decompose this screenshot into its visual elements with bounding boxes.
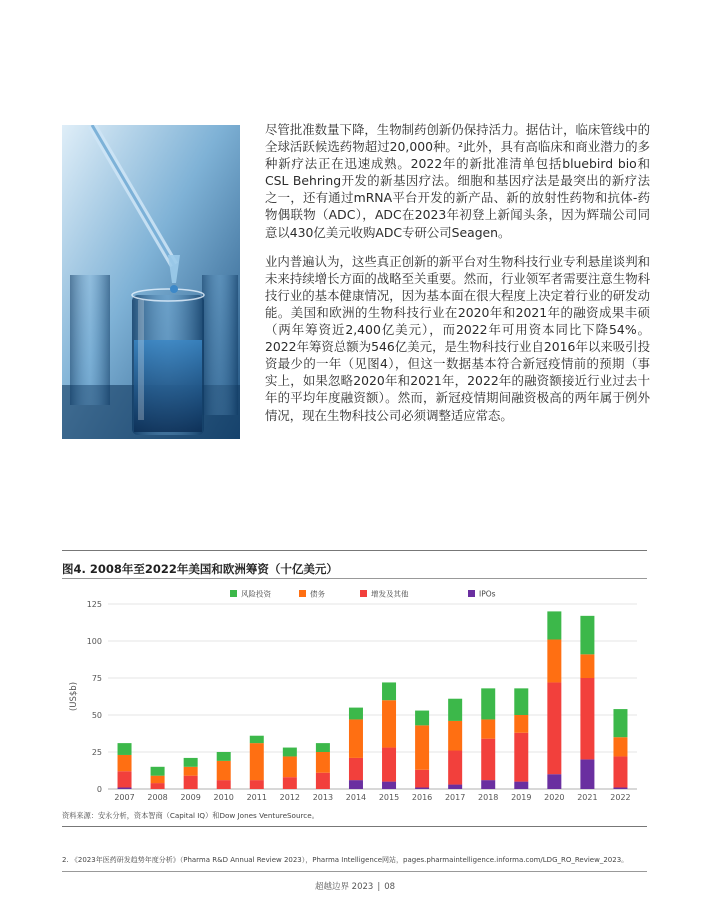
bar-segment xyxy=(481,719,495,738)
y-tick-label: 125 xyxy=(86,600,102,609)
bar-segment xyxy=(481,739,495,780)
bar-segment xyxy=(349,708,363,720)
bar-segment xyxy=(613,788,627,789)
bar-segment xyxy=(547,682,561,774)
bar-segment xyxy=(514,733,528,782)
bar-segment xyxy=(448,699,462,721)
bar-segment xyxy=(415,725,429,769)
y-axis-label: (US$b) xyxy=(69,681,79,712)
bar-segment xyxy=(448,751,462,785)
x-tick-label: 2012 xyxy=(279,793,301,802)
x-tick-label: 2009 xyxy=(180,793,201,802)
bar-segment xyxy=(448,721,462,751)
bar-segment xyxy=(217,752,231,761)
bar-segment xyxy=(217,761,231,780)
legend-label: 增发及其他 xyxy=(371,589,409,599)
bar-segment xyxy=(514,715,528,733)
bar-segment xyxy=(580,616,594,654)
figure-title: 图4. 2008年至2022年美国和欧洲筹资（十亿美元） xyxy=(62,562,338,576)
bar-segment xyxy=(118,788,132,789)
bar-segment xyxy=(547,774,561,789)
bar-segment xyxy=(217,780,231,789)
bar-segment xyxy=(184,767,198,776)
bar-segment xyxy=(184,776,198,789)
bar-segment xyxy=(514,782,528,789)
bar-segment xyxy=(349,719,363,757)
bar-segment xyxy=(415,788,429,789)
footer-separator: | xyxy=(377,882,381,892)
bar-segment xyxy=(118,771,132,787)
bar-segment xyxy=(316,752,330,773)
bar-segment xyxy=(151,767,165,776)
funding-bar-chart xyxy=(62,582,647,804)
x-tick-label: 2018 xyxy=(478,793,499,802)
footer-title: 超越边界 2023 xyxy=(314,882,374,892)
bar-segment xyxy=(349,780,363,789)
figure-bottom-rule xyxy=(62,826,647,827)
legend-label: 风险投资 xyxy=(241,589,271,599)
legend-swatch xyxy=(360,590,367,597)
legend-swatch xyxy=(230,590,237,597)
x-tick-label: 2008 xyxy=(147,793,168,802)
bar-segment xyxy=(283,777,297,789)
x-tick-label: 2020 xyxy=(544,793,565,802)
bar-segment xyxy=(415,711,429,726)
legend-swatch xyxy=(468,590,475,597)
x-tick-label: 2021 xyxy=(577,793,598,802)
bar-segment xyxy=(283,748,297,757)
bar-segment xyxy=(283,756,297,777)
x-tick-label: 2022 xyxy=(610,793,631,802)
bar-segment xyxy=(316,743,330,752)
bar-segment xyxy=(481,688,495,719)
y-tick-label: 25 xyxy=(91,748,102,757)
lab-glassware-photo xyxy=(62,125,240,439)
bar-segment xyxy=(250,736,264,743)
bar-segment xyxy=(382,700,396,747)
bar-segment xyxy=(316,773,330,789)
bar-segment xyxy=(580,654,594,678)
footnote: 2. 《2023年医药研发趋势年度分析》（Pharma R&D Annual Review 2023），Pharma Intelligence网站，pages.pharmaintelligence.informa.com/LDG_RO_Review_2023。 xyxy=(62,856,629,864)
bar-segment xyxy=(613,756,627,787)
bar-segment xyxy=(118,755,132,771)
bar-segment xyxy=(547,611,561,639)
figure-title-rule xyxy=(62,578,647,579)
bar-segment xyxy=(382,748,396,782)
x-tick-label: 2016 xyxy=(411,793,433,802)
body-text xyxy=(265,121,650,436)
bar-segment xyxy=(184,758,198,767)
y-tick-label: 100 xyxy=(86,637,102,646)
bar-segment xyxy=(448,785,462,789)
x-tick-label: 2011 xyxy=(246,793,267,802)
legend-swatch xyxy=(299,590,306,597)
legend-label: 债务 xyxy=(310,589,325,599)
y-tick-label: 75 xyxy=(91,674,102,683)
bar-segment xyxy=(118,743,132,755)
bar-segment xyxy=(613,737,627,756)
figure-source: 资料来源：安永分析，资本智商（Capital IQ）和Dow Jones VentureSource。 xyxy=(62,811,319,820)
page-footer xyxy=(0,880,710,892)
paragraph-1: 尽管批准数量下降，生物制药创新仍保持活力。据估计，临床管线中的全球活跃候选药物超过20,000种。²此外，具有高临床和商业潜力的多种新疗法正在迅速成熟。2022年的新批准清单包括bluebird bio和CSL Behring开发的新基因疗法。细胞和基因疗法是最突出的新疗法之一，还有通过mRNA平台开发的新产品、新的放射性药物和抗体-药物偶联物（ADC），ADC在2023年初登上新闻头条，因为辉瑞公司同意以430亿美元收购ADC专研公司Seagen。 xyxy=(265,122,650,240)
x-tick-label: 2017 xyxy=(444,793,466,802)
paragraph-2: 业内普遍认为，这些真正创新的新平台对生物科技行业专利悬崖谈判和未来持续增长方面的战略至关重要。然而，行业领军者需要注意生物科技行业的基本健康情况，因为基本面在很大程度上决定着行业的研发动能。美国和欧洲的生物科技行业在2020年和2021年的融资成果丰硕（两年筹资近2,400亿美元），而2022年可用资本同比下降54%。2022年筹资总额为546亿美元，是生物科技行业自2016年以来吸引投资最少的一年（见图4），但这一数据基本符合新冠疫情前的预期（事实上，如果忽略2020年和2021年，2022年的融资额接近行业过去十年的平均年度融资额）。然而，新冠疫情期间融资极高的两年属于例外情况，现在生物科技公司必须调整适应常态。 xyxy=(265,253,650,423)
bar-segment xyxy=(382,682,396,700)
bar-segment xyxy=(151,776,165,783)
bar-segment xyxy=(382,782,396,789)
bar-segment xyxy=(349,758,363,780)
bar-segment xyxy=(547,640,561,683)
y-tick-label: 0 xyxy=(96,785,102,794)
x-tick-label: 2013 xyxy=(312,793,334,802)
bar-segment xyxy=(250,780,264,789)
bar-segment xyxy=(514,688,528,715)
page-number: 08 xyxy=(384,882,396,892)
bar-segment xyxy=(613,709,627,737)
bar-segment xyxy=(580,759,594,789)
legend-label: IPOs xyxy=(479,589,496,599)
figure-top-rule xyxy=(62,550,647,551)
footer-rule xyxy=(62,871,647,872)
bar-segment xyxy=(580,678,594,759)
bar-segment xyxy=(151,783,165,789)
bar-segment xyxy=(481,780,495,789)
x-tick-label: 2007 xyxy=(114,793,135,802)
bar-segment xyxy=(250,743,264,780)
x-tick-label: 2014 xyxy=(345,793,367,802)
bar-segment xyxy=(415,770,429,788)
x-tick-label: 2010 xyxy=(213,793,234,802)
x-tick-label: 2015 xyxy=(378,793,400,802)
x-tick-label: 2019 xyxy=(511,793,532,802)
y-tick-label: 50 xyxy=(91,711,102,720)
